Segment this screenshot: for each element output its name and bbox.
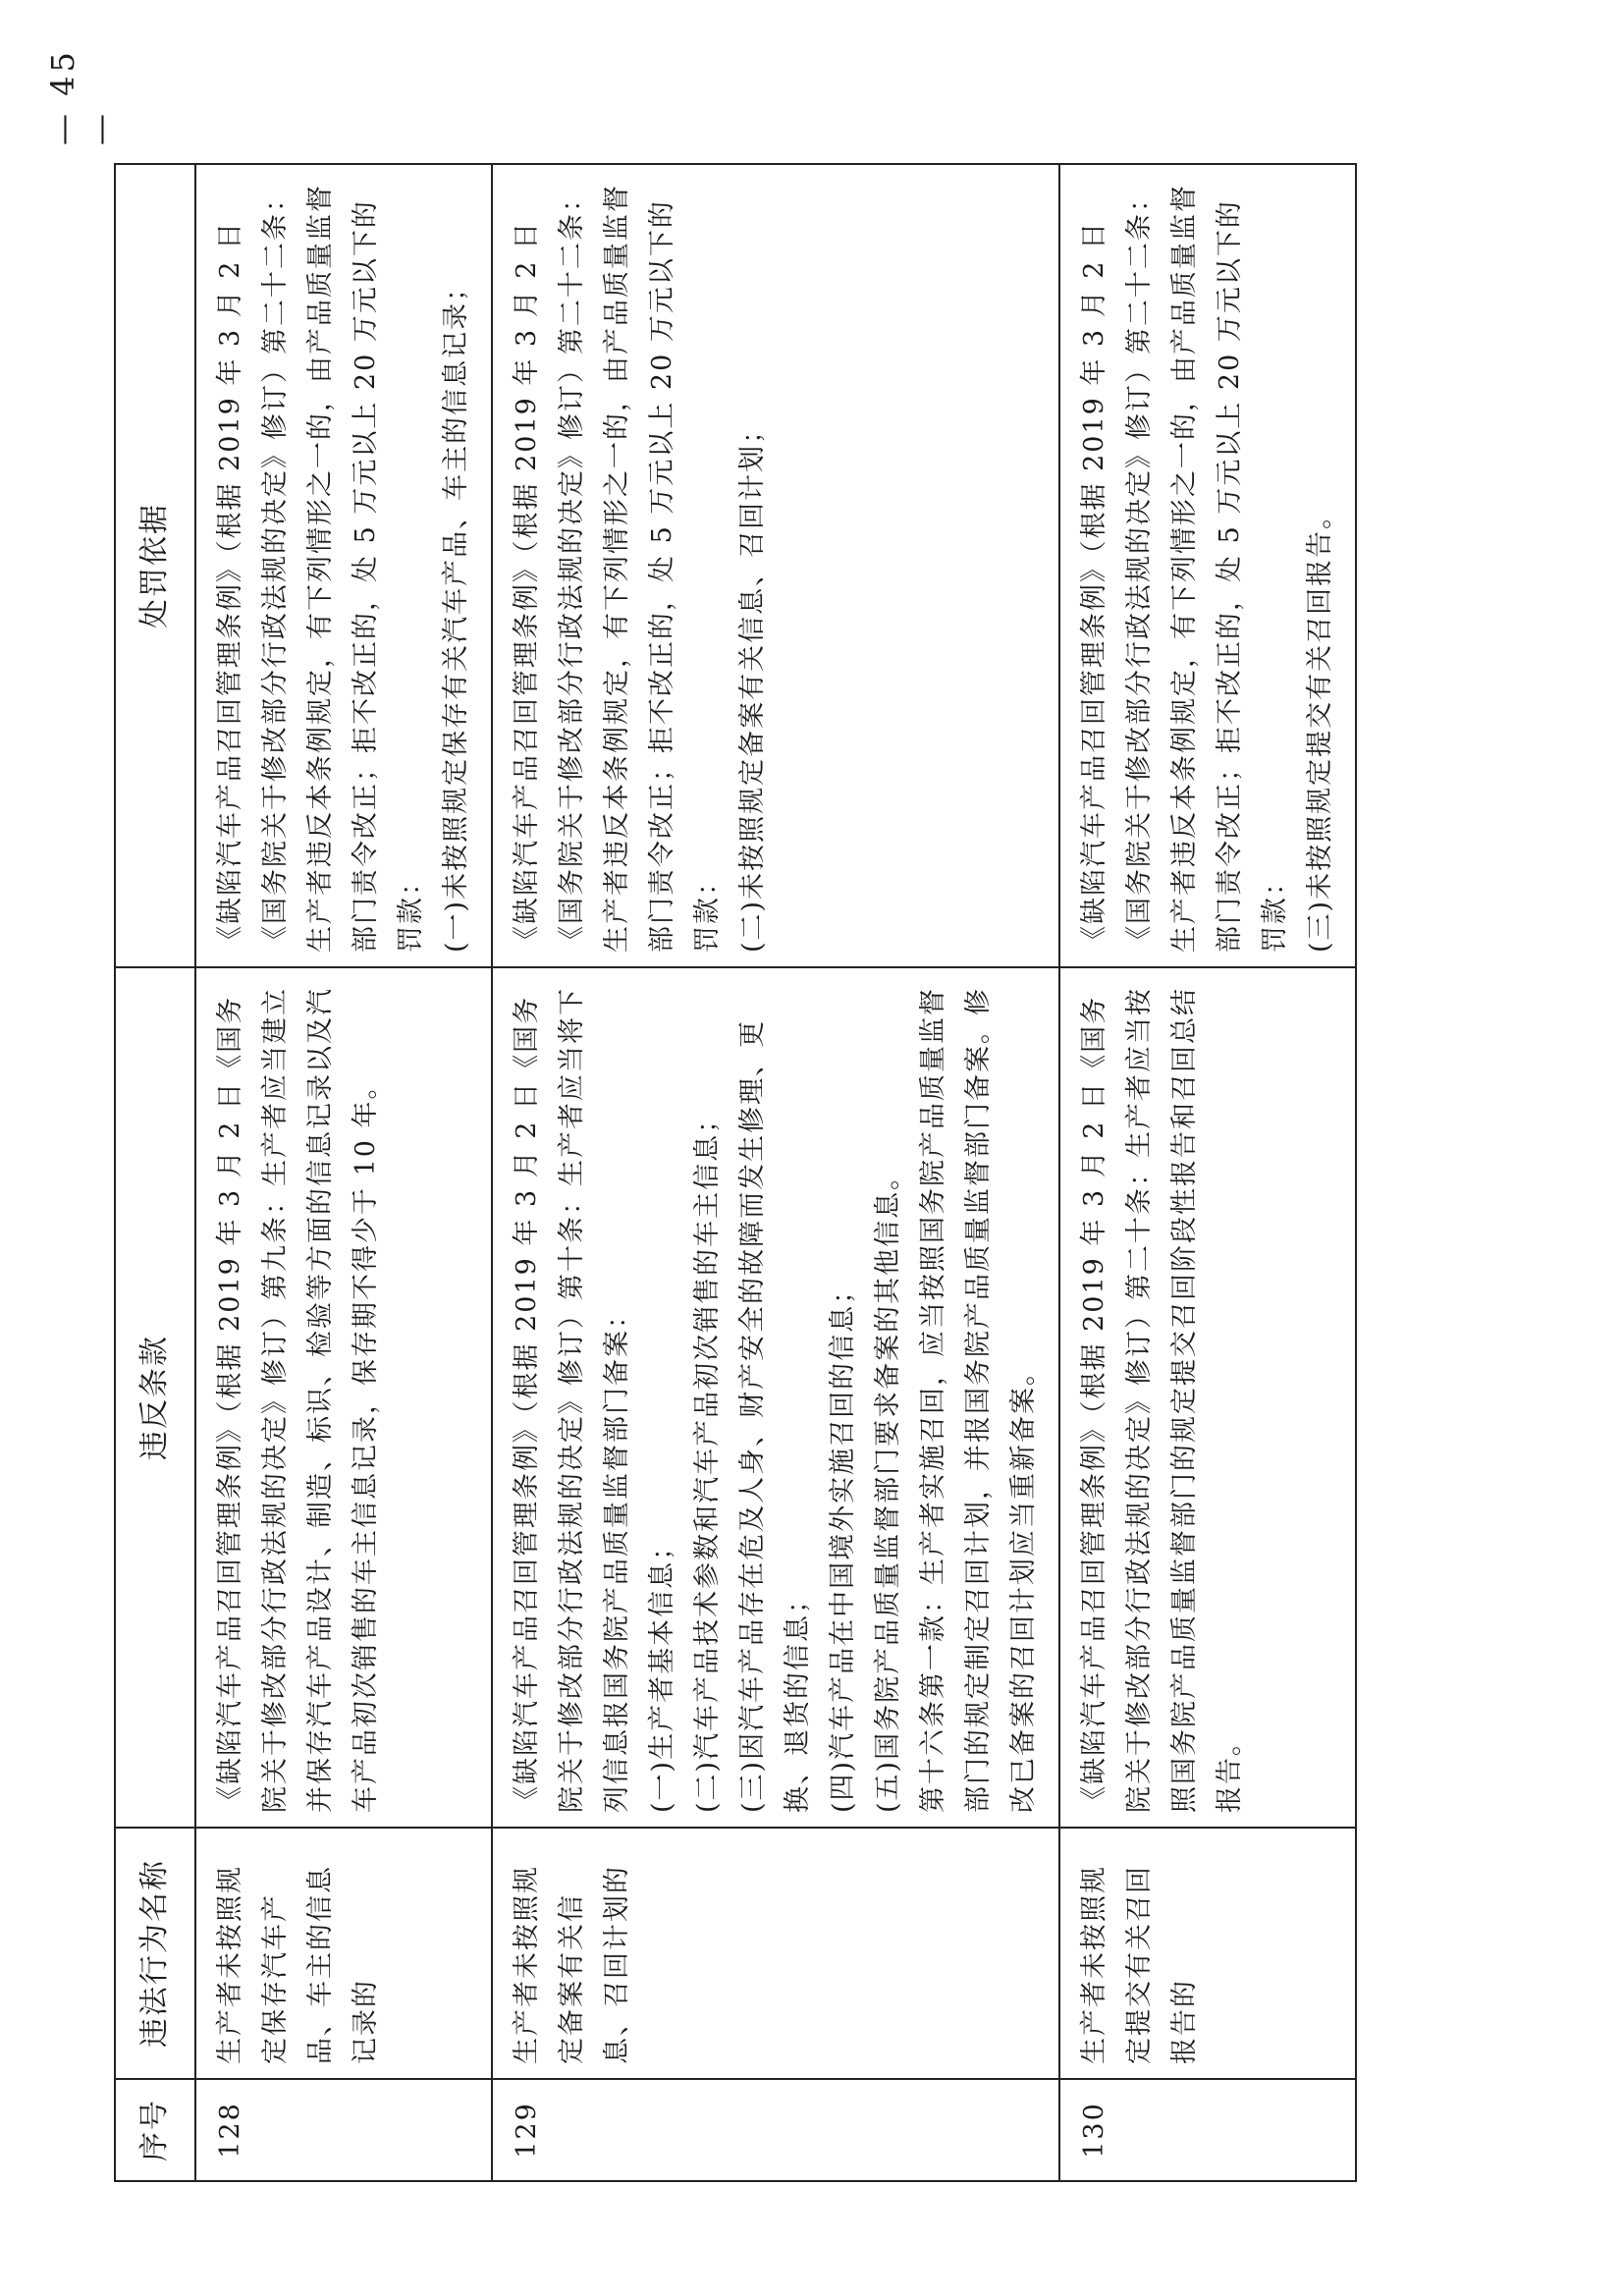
clause-line: (四)汽车产品在中国境外实施召回的信息； (828, 1275, 858, 1813)
page-number: — 45 — (44, 48, 119, 145)
header-seq: 序号 (115, 2079, 195, 2181)
basis-line: 《缺陷汽车产品召回管理条例》（根据 2019 年 3 月 2 日《国务院关于修改部分行政法规的决定》修订）第二十二条：生产者违反本条例规定，有下列情形之一的，由产品质量监督部门责令改正；拒不改正的，处 5 万元以上 20 万元以下的罚款： (512, 184, 723, 953)
row-violation-name: 生产者未按照规定提交有关召回报告的 (1059, 1828, 1356, 2079)
basis-line: (一)未按照规定保存有关汽车产品、车主的信息记录； (441, 272, 471, 953)
clause-line: (二)汽车产品技术参数和汽车产品初次销售的车主信息； (692, 1104, 723, 1813)
row-violated-clause (195, 967, 492, 1828)
clause-line: 《缺陷汽车产品召回管理条例》（根据 2019 年 3 月 2 日《国务院关于修改部分行政法规的决定》修订）第二十条：生产者应当按照国务院产品质量监督部门的规定提交召回阶段性报告和召回总结报告。 (1079, 987, 1245, 1813)
basis-line: (二)未按照规定备案有关信息、召回计划； (737, 414, 768, 953)
table-row (195, 164, 492, 2181)
clause-line: (五)国务院产品质量监督部门要求备案的其他信息。 (873, 1161, 903, 1813)
row-penalty-basis (195, 164, 492, 967)
basis-line: 《缺陷汽车产品召回管理条例》（根据 2019 年 3 月 2 日《国务院关于修改部分行政法规的决定》修订）第二十二条：生产者违反本条例规定，有下列情形之一的，由产品质量监督部门责令改正；拒不改正的，处 5 万元以上 20 万元以下的罚款： (215, 184, 426, 953)
row-violated-clause (1059, 967, 1356, 1828)
row-violation-name: 生产者未按照规定备案有关信息、召回计划的 (492, 1828, 1059, 2079)
row-seq: 129 (492, 2079, 1059, 2181)
table-row (1059, 164, 1356, 2181)
basis-line: 《缺陷汽车产品召回管理条例》（根据 2019 年 3 月 2 日《国务院关于修改部分行政法规的决定》修订）第二十二条：生产者违反本条例规定，有下列情形之一的，由产品质量监督部门责令改正；拒不改正的，处 5 万元以上 20 万元以下的罚款： (1079, 184, 1290, 953)
row-seq: 128 (195, 2079, 492, 2181)
row-violated-clause (492, 967, 1059, 1828)
row-penalty-basis (1059, 164, 1356, 967)
row-seq: 130 (1059, 2079, 1356, 2181)
penalty-table (114, 163, 1357, 2182)
clause-line: (一)生产者基本信息； (647, 1531, 677, 1813)
header-name: 违法行为名称 (115, 1828, 195, 2079)
clause-line: 第十六条第一款：生产者实施召回，应当按照国务院产品质量监督部门的规定制定召回计划，并报国务院产品质量监督部门备案。修改已备案的召回计划应当重新备案。 (918, 987, 1039, 1813)
basis-line: (三)未按照规定提交有关召回报告。 (1305, 500, 1335, 953)
header-clause: 违反条款 (115, 967, 195, 1828)
clause-line: (三)因汽车产品存在危及人身、财产安全的故障而发生修理、更换、退货的信息； (737, 1018, 813, 1813)
row-violation-name: 生产者未按照规定保存汽车产品、车主的信息记录的 (195, 1828, 492, 2079)
clause-line: 《缺陷汽车产品召回管理条例》（根据 2019 年 3 月 2 日《国务院关于修改部分行政法规的决定》修订）第十条：生产者应当将下列信息报国务院产品质量监督部门备案： (512, 987, 632, 1813)
header-row (115, 164, 195, 2181)
header-basis: 处罚依据 (115, 164, 195, 967)
clause-line: 《缺陷汽车产品召回管理条例》（根据 2019 年 3 月 2 日《国务院关于修改部分行政法规的决定》修订）第九条：生产者应当建立并保存汽车产品设计、制造、标识、检验等方面的信息记录以及汽车产品初次销售的车主信息记录，保存期不得少于 10 年。 (215, 987, 381, 1813)
table-row (492, 164, 1059, 2181)
row-penalty-basis (492, 164, 1059, 967)
